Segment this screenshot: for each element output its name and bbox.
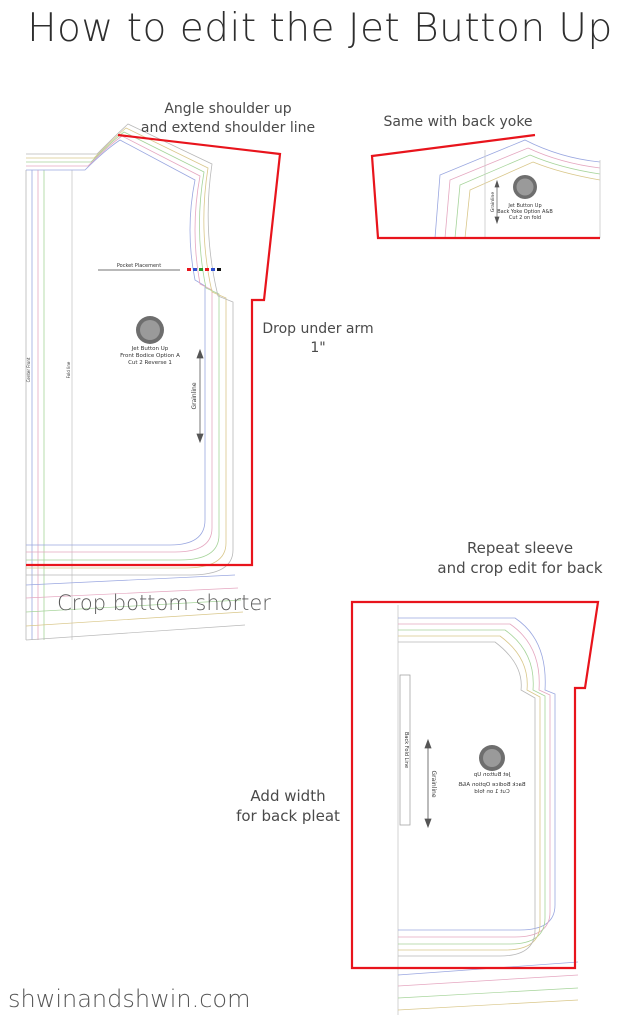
- back-bodice-piece: [352, 602, 598, 1015]
- back-piece-option: Back Bodice Option A&B: [458, 782, 526, 788]
- back-piece-name: Jet Button Up: [473, 772, 511, 778]
- yoke-piece-option: Back Yoke Option A&B: [497, 209, 553, 215]
- yoke-piece-cut: Cut 2 on fold: [508, 215, 542, 221]
- front-grainline-label: Grainline: [191, 382, 198, 410]
- add-width-note-line1: Add width: [250, 787, 326, 805]
- drop-under-arm-amount: 1": [310, 340, 326, 356]
- back-grainline-label: Grainline: [430, 770, 437, 798]
- site-url[interactable]: shwinandshwin.com: [8, 985, 251, 1013]
- yoke-grainline-label: Grainline: [491, 191, 496, 213]
- repeat-note-line2: and crop edit for back: [437, 559, 603, 577]
- fold-line-label: Fold line: [66, 361, 71, 379]
- yoke-edit-outline: [372, 135, 600, 238]
- crop-bottom-note: Crop bottom shorter: [57, 591, 271, 615]
- front-piece-option: Front Bodice Option A: [120, 353, 180, 359]
- pocket-placement-label: Pocket Placement: [116, 263, 162, 269]
- center-front-label: Center Front: [26, 357, 31, 383]
- page-title: How to edit the Jet Button Up: [27, 6, 613, 51]
- drop-under-arm-note: Drop under arm: [262, 321, 374, 337]
- pleat-label: Back Fold Line: [403, 731, 409, 769]
- back-yoke-piece: [372, 135, 600, 238]
- yoke-piece-name: Jet Button Up: [508, 203, 542, 209]
- repeat-note-line1: Repeat sleeve: [466, 539, 574, 557]
- front-bodice-piece: [26, 124, 280, 640]
- back-yoke-note: Same with back yoke: [383, 114, 533, 130]
- add-width-note-line2: for back pleat: [236, 807, 340, 825]
- front-piece-name: Jet Button Up: [131, 346, 169, 352]
- shoulder-note-line2: and extend shoulder line: [140, 120, 316, 136]
- shoulder-note-line1: Angle shoulder up: [164, 101, 292, 117]
- back-piece-cut: Cut 1 on fold: [474, 789, 510, 795]
- front-piece-cut: Cut 2 Reverse 1: [128, 360, 172, 366]
